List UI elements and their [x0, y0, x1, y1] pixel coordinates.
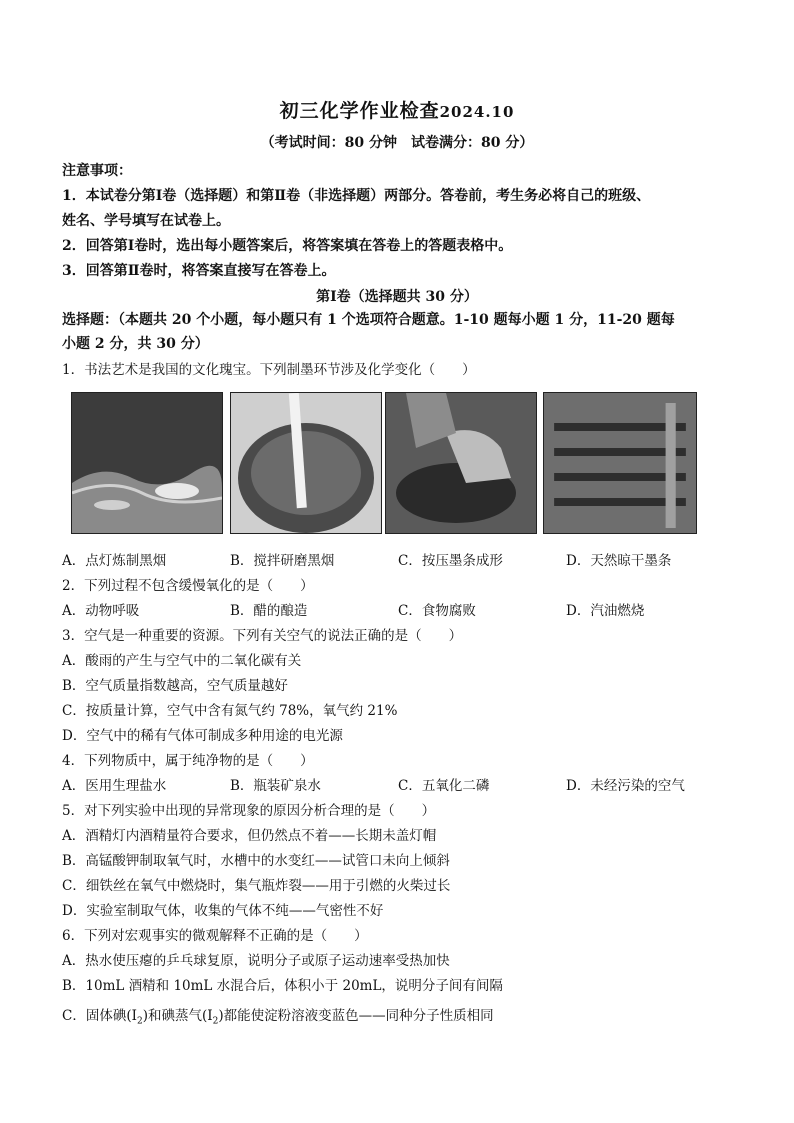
q5-option-d[interactable]: D．实验室制取气体，收集的气体不纯——气密性不好 [62, 903, 384, 919]
question-1-options [62, 549, 742, 569]
q4-option-b[interactable]: B．瓶装矿泉水 [230, 778, 321, 794]
iodine-subscript: 2 [136, 1016, 143, 1027]
note-item: 1．本试卷分第Ⅰ卷（选择题）和第Ⅱ卷（非选择题）两部分。答卷前，考生务必将自己的班级、 [62, 188, 651, 204]
note-item: 2．回答第Ⅰ卷时，选出每小题答案后，将答案填在答卷上的答题表格中。 [62, 238, 513, 254]
q1-option-d[interactable]: D．天然晾干墨条 [566, 553, 672, 569]
exam-subtitle: （考试时间：80 分钟 试卷满分：80 分） [260, 135, 534, 151]
q2-option-b[interactable]: B．醋的酿造 [230, 603, 308, 619]
q5-option-b[interactable]: B．高锰酸钾制取氧气时，水槽中的水变红——试管口未向上倾斜 [62, 853, 450, 869]
q4-option-c[interactable]: C．五氧化二磷 [398, 778, 490, 794]
q3-option-b[interactable]: B．空气质量指数越高，空气质量越好 [62, 678, 288, 694]
iodine-symbol: I [207, 1008, 213, 1024]
iodine-symbol: I [131, 1008, 137, 1024]
question-5-stem: 5．对下列实验中出现的异常现象的原因分析合理的是（ ） [62, 803, 436, 819]
q6-option-c-prefix: C．固体碘 [62, 1008, 127, 1024]
title-year: 2024.10 [439, 103, 515, 121]
section-title: 第Ⅰ卷（选择题共 30 分） [316, 289, 478, 305]
q1-option-c[interactable]: C．按压墨条成形 [398, 553, 503, 569]
q5-option-a[interactable]: A．酒精灯内酒精量符合要求，但仍然点不着——长期未盖灯帽 [62, 828, 437, 844]
q4-option-d[interactable]: D．未经污染的空气 [566, 778, 685, 794]
q1-image-a [71, 392, 223, 534]
iodine-subscript: 2 [212, 1016, 219, 1027]
q1-image-c [385, 392, 537, 534]
note-item: 姓名、学号填写在试卷上。 [62, 213, 230, 229]
q1-image-b [230, 392, 382, 534]
section-instructions-cont: 小题 2 分，共 30 分） [62, 336, 209, 352]
q6-option-c-middle: 和碘蒸气 [147, 1008, 202, 1024]
question-1-stem: 1．书法艺术是我国的文化瑰宝。下列制墨环节涉及化学变化（ ） [62, 362, 476, 378]
q1-image-d [543, 392, 697, 534]
q1-option-a[interactable]: A．点灯炼制黑烟 [62, 553, 167, 569]
pressing-photo-icon [386, 393, 536, 533]
q6-option-c[interactable]: C．固体碘$(I_2)$和碘蒸气$(I_2)$都能使淀粉溶液变蓝色——同种分子性质相同 [62, 1008, 494, 1027]
title-text: 初三化学作业检查 [279, 100, 440, 122]
question-2-options [62, 599, 742, 619]
question-6-stem: 6．下列对宏观事实的微观解释不正确的是（ ） [62, 928, 368, 944]
q2-option-a[interactable]: A．动物呼吸 [62, 603, 140, 619]
stirring-photo-icon [231, 393, 381, 533]
question-2-stem: 2．下列过程不包含缓慢氧化的是（ ） [62, 578, 314, 594]
section-instructions: 选择题：（本题共 20 个小题，每小题只有 1 个选项符合题意。1-10 题每小题 1 分，11-20 题每 [62, 312, 675, 328]
q6-option-c-suffix: 都能使淀粉溶液变蓝色——同种分子性质相同 [223, 1008, 494, 1024]
q6-option-b[interactable]: B．10mL 酒精和 10mL 水混合后，体积小于 20mL，说明分子间有间隔 [62, 978, 503, 994]
question-4-stem: 4．下列物质中，属于纯净物的是（ ） [62, 753, 314, 769]
q4-option-a[interactable]: A．医用生理盐水 [62, 778, 167, 794]
q3-option-c[interactable]: C．按质量计算，空气中含有氮气约 78%，氧气约 21% [62, 703, 398, 719]
q3-option-a[interactable]: A．酸雨的产生与空气中的二氧化碳有关 [62, 653, 302, 669]
question-3-stem: 3．空气是一种重要的资源。下列有关空气的说法正确的是（ ） [62, 628, 463, 644]
q5-option-c[interactable]: C．细铁丝在氧气中燃烧时，集气瓶炸裂——用于引燃的火柴过长 [62, 878, 451, 894]
q6-option-a[interactable]: A．热水使压瘪的乒乓球复原，说明分子或原子运动速率受热加快 [62, 953, 450, 969]
note-item: 3．回答第Ⅱ卷时，将答案直接写在答卷上。 [62, 263, 336, 279]
notes-heading: 注意事项： [62, 163, 132, 179]
drying-photo-icon [544, 393, 696, 533]
question-4-options [62, 774, 742, 794]
page-title [0, 96, 794, 123]
q3-option-d[interactable]: D．空气中的稀有气体可制成多种用途的电光源 [62, 728, 343, 744]
q2-option-c[interactable]: C．食物腐败 [398, 603, 476, 619]
q2-option-d[interactable]: D．汽油燃烧 [566, 603, 645, 619]
q1-option-b[interactable]: B．搅拌研磨黑烟 [230, 553, 335, 569]
smoke-photo-icon [72, 393, 222, 533]
